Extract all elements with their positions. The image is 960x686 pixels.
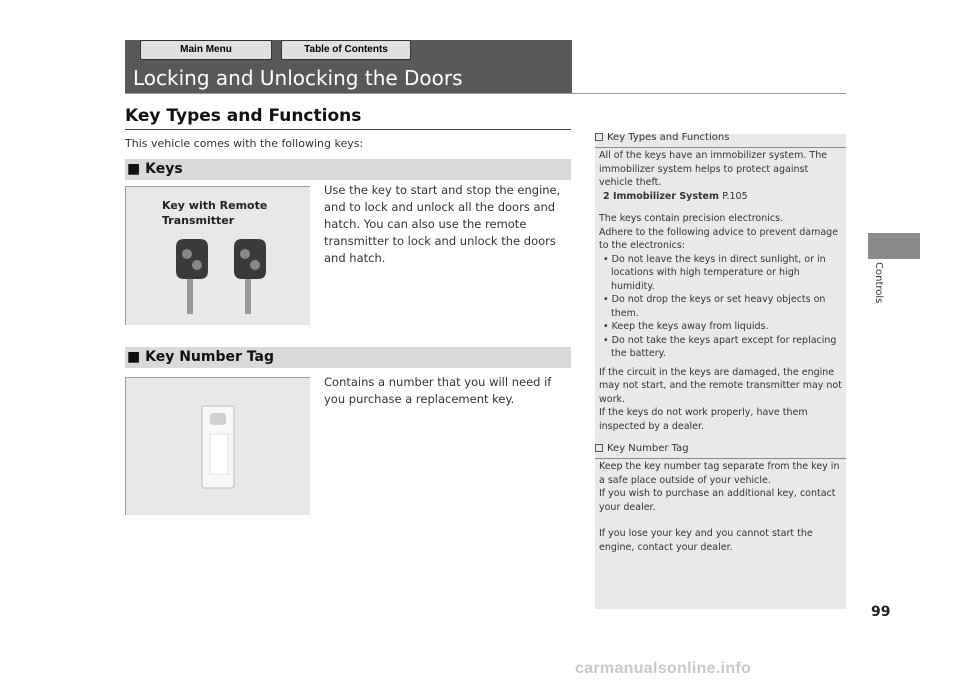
note-marker-icon [595, 133, 603, 141]
note-divider [595, 147, 846, 148]
key-tag-icon [126, 378, 310, 515]
key-remote-caption: Key with Remote Transmitter [162, 199, 268, 227]
controls-tab-label: Controls [873, 262, 884, 304]
page-number: 99 [871, 604, 891, 620]
intro-text: This vehicle comes with the following keys: [125, 137, 364, 150]
note-divider [595, 458, 846, 459]
controls-tab[interactable] [868, 233, 920, 259]
keys-subheading: ■ Keys [127, 161, 183, 177]
key-number-tag-image [125, 377, 310, 515]
main-menu-button[interactable]: Main Menu [140, 40, 272, 60]
note-key-number-tag [599, 460, 842, 554]
immobilizer-crossref-link[interactable]: 2 Immobilizer System P.105 [603, 190, 748, 202]
key-number-tag-subheading: ■ Key Number Tag [127, 349, 274, 365]
note-paragraph: If the circuit in the keys are damaged, the engine may not start, and the remote transmitter may not work. [599, 366, 842, 405]
section-heading: Key Types and Functions [125, 106, 362, 126]
keys-body-text: Use the key to start and stop the engine, and to lock and unlock all the doors and hatch. You can also use the remote transmitter to lock and unlock the doors and hatch. [324, 183, 561, 265]
keys-subheading-band [125, 159, 571, 180]
note-bullet: • Do not leave the keys in direct sunlight, or in locations with high temperature or high humidity. [603, 253, 826, 292]
note-paragraph: If you lose your key and you cannot start the engine, contact your dealer. [599, 528, 813, 553]
note-paragraph: If you wish to purchase an additional key, contact your dealer. [599, 488, 836, 513]
key-number-tag-body-text: Contains a number that you will need if you purchase a replacement key. [324, 375, 552, 406]
note-key-types [599, 149, 842, 433]
note-paragraph: Keep the key number tag separate from the key in a safe place outside of your vehicle. [599, 461, 840, 486]
note-paragraph: Adhere to the following advice to prevent damage to the electronics: [599, 226, 839, 251]
note-marker-icon [595, 444, 603, 452]
key-remote-icon [126, 187, 310, 325]
key-remote-image [125, 186, 310, 325]
note-paragraph: The keys contain precision electronics. [599, 213, 784, 224]
note-heading-key-types: Key Types and Functions [595, 132, 729, 143]
note-heading-key-number-tag: Key Number Tag [595, 443, 689, 454]
watermark: carmanualsonline.info [575, 660, 752, 677]
note-paragraph: If the keys do not work properly, have them inspected by a dealer. [599, 407, 808, 432]
note-bullet: • Do not drop the keys or set heavy objects on them. [603, 294, 826, 319]
note-paragraph: All of the keys have an immobilizer system. The immobilizer system helps to protect against vehicle theft. [599, 150, 828, 188]
table-of-contents-button[interactable]: Table of Contents [281, 40, 411, 60]
note-bullet: • Keep the keys away from liquids. [603, 321, 769, 332]
note-bullet: • Do not take the keys apart except for replacing the battery. [603, 334, 837, 359]
section-divider [125, 129, 571, 130]
header-divider [125, 93, 846, 94]
page-title: Locking and Unlocking the Doors [133, 66, 463, 90]
